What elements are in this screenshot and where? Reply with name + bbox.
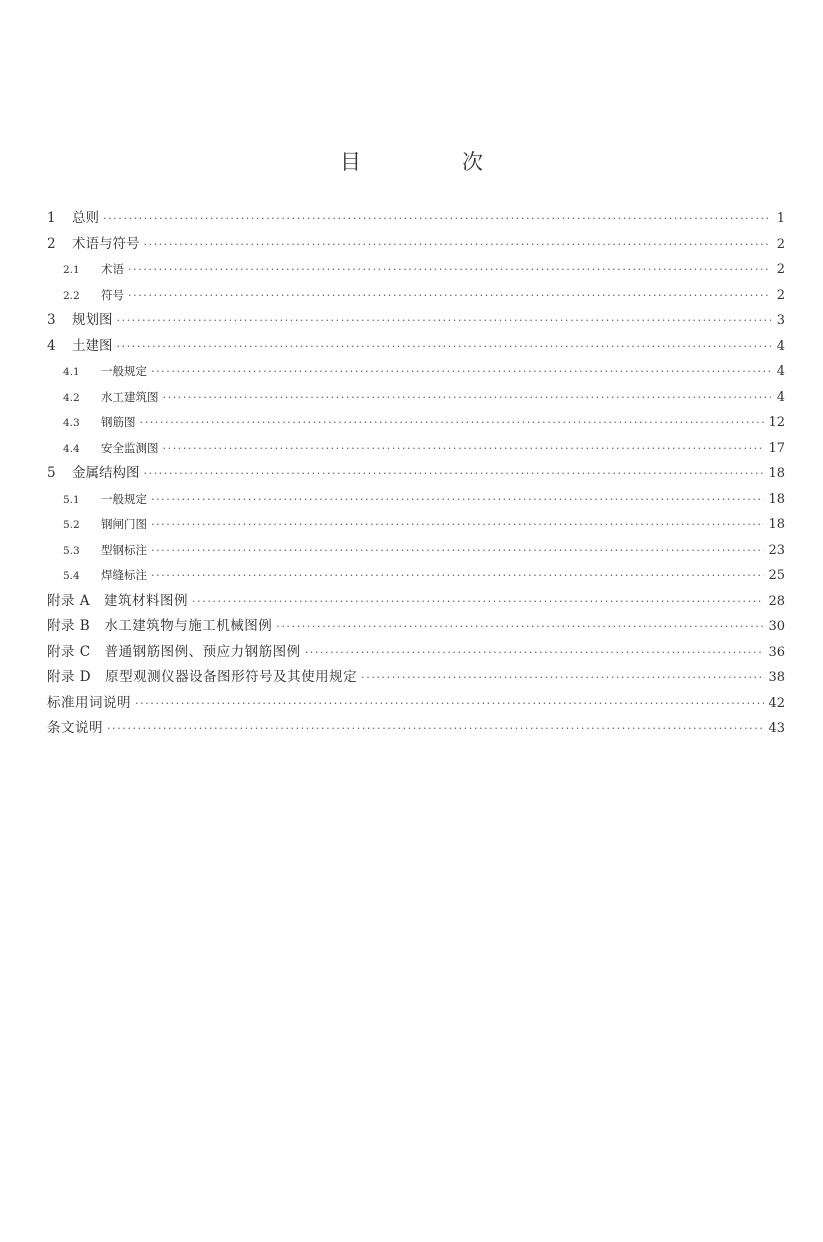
toc-entry-page: 1 bbox=[776, 211, 785, 226]
toc-entry-label: 一般规定 bbox=[101, 491, 147, 506]
toc-entry-page: 42 bbox=[768, 695, 785, 711]
toc-entry-number: 2.1 bbox=[63, 264, 80, 276]
toc-entry[interactable] bbox=[47, 512, 785, 538]
toc-leader-dots bbox=[140, 410, 765, 436]
toc-leader-dots bbox=[151, 359, 771, 385]
toc-leader-dots bbox=[128, 257, 771, 283]
toc-entry[interactable] bbox=[47, 589, 785, 615]
toc-entry-label: 金属结构图 bbox=[72, 465, 140, 481]
toc-entry-label: 土建图 bbox=[72, 337, 113, 354]
toc-entry-label: 焊缝标注 bbox=[101, 568, 147, 582]
toc-entry[interactable] bbox=[47, 614, 785, 640]
toc-entry-label: 附录 B 水工建筑物与施工机械图例 bbox=[47, 618, 273, 634]
toc-leader-dots bbox=[117, 334, 772, 360]
toc-entry-number: 5.4 bbox=[63, 570, 80, 582]
toc-leader-dots bbox=[151, 538, 764, 564]
toc-entry[interactable] bbox=[47, 538, 785, 564]
toc-leader-dots bbox=[305, 640, 765, 666]
toc-entry-page: 43 bbox=[768, 721, 785, 736]
toc-entry-number: 4.3 bbox=[63, 417, 80, 429]
toc-leader-dots bbox=[144, 461, 765, 487]
toc-entry-number: 1 bbox=[47, 210, 56, 226]
toc-entry-label: 总则 bbox=[72, 210, 99, 226]
toc-entry[interactable] bbox=[47, 716, 785, 742]
toc-entry-label: 钢筋图 bbox=[101, 415, 136, 429]
toc-entry-page: 36 bbox=[768, 644, 785, 660]
toc-leader-dots bbox=[192, 589, 764, 615]
toc-leader-dots bbox=[163, 436, 765, 462]
toc-entry-number: 4.4 bbox=[63, 442, 80, 455]
toc-entry-number: 4.1 bbox=[63, 366, 80, 378]
toc-entry-number: 4.2 bbox=[63, 391, 80, 404]
toc-entry-label: 条文说明 bbox=[47, 720, 103, 736]
toc-entry-page: 4 bbox=[776, 389, 785, 405]
toc-leader-dots bbox=[144, 232, 772, 258]
toc-entry[interactable] bbox=[47, 640, 785, 666]
toc-entry[interactable] bbox=[47, 487, 785, 513]
toc-entry-label: 符号 bbox=[101, 287, 124, 302]
toc-leader-dots bbox=[276, 614, 764, 640]
toc-entry-label: 安全监测图 bbox=[101, 440, 159, 455]
toc-entry-page: 17 bbox=[768, 440, 785, 456]
toc-leader-dots bbox=[107, 716, 764, 742]
toc-entry-label: 附录 D 原型观测仪器设备图形符号及其使用规定 bbox=[47, 669, 358, 685]
page-title: 目 次 bbox=[340, 150, 523, 174]
toc-entry[interactable] bbox=[47, 283, 785, 309]
toc-entry-page: 2 bbox=[776, 262, 785, 277]
toc-entry-page: 4 bbox=[776, 338, 785, 354]
toc-entry-page: 18 bbox=[768, 491, 785, 507]
toc-leader-dots bbox=[151, 512, 764, 538]
toc-entry-number: 2.2 bbox=[63, 289, 80, 302]
toc-entry-page: 18 bbox=[768, 466, 785, 481]
toc-entry[interactable] bbox=[47, 691, 785, 717]
toc-entry-page: 23 bbox=[768, 542, 785, 558]
toc-entry[interactable] bbox=[47, 665, 785, 691]
toc-entry-page: 30 bbox=[768, 619, 785, 634]
toc-entry-number: 5.1 bbox=[63, 493, 80, 506]
toc-entry-number: 3 bbox=[47, 312, 56, 328]
toc-entry[interactable] bbox=[47, 436, 785, 462]
toc-entry-label: 钢闸门图 bbox=[101, 517, 147, 531]
toc-entry-number: 5.2 bbox=[63, 519, 80, 531]
table-of-contents bbox=[47, 206, 785, 742]
toc-entry-label: 水工建筑图 bbox=[101, 389, 159, 404]
toc-entry-number: 5.3 bbox=[63, 544, 80, 557]
toc-entry-page: 38 bbox=[768, 670, 785, 685]
toc-entry-page: 4 bbox=[776, 364, 785, 379]
toc-leader-dots bbox=[151, 487, 764, 513]
toc-entry-page: 3 bbox=[776, 313, 785, 328]
toc-entry-label: 术语 bbox=[101, 262, 124, 276]
toc-entry-label: 规划图 bbox=[72, 312, 113, 328]
toc-entry-label: 附录 A 建筑材料图例 bbox=[47, 592, 189, 609]
toc-entry[interactable] bbox=[47, 461, 785, 487]
toc-entry-page: 18 bbox=[768, 517, 785, 532]
toc-leader-dots bbox=[103, 206, 771, 232]
toc-entry-label: 一般规定 bbox=[101, 364, 147, 378]
toc-entry[interactable] bbox=[47, 359, 785, 385]
toc-leader-dots bbox=[151, 563, 764, 589]
toc-entry[interactable] bbox=[47, 257, 785, 283]
toc-entry-page: 2 bbox=[776, 236, 785, 252]
toc-entry-page: 28 bbox=[768, 593, 785, 609]
toc-entry[interactable] bbox=[47, 385, 785, 411]
toc-leader-dots bbox=[361, 665, 764, 691]
toc-entry-number: 4 bbox=[47, 337, 56, 354]
toc-entry-page: 2 bbox=[776, 287, 785, 303]
toc-leader-dots bbox=[135, 691, 764, 717]
toc-entry-page: 12 bbox=[768, 415, 785, 430]
toc-leader-dots bbox=[128, 283, 771, 309]
toc-entry-number: 5 bbox=[47, 465, 56, 481]
toc-leader-dots bbox=[163, 385, 772, 411]
toc-entry[interactable] bbox=[47, 232, 785, 258]
toc-entry-label: 术语与符号 bbox=[72, 235, 140, 252]
toc-entry-page: 25 bbox=[768, 568, 785, 583]
toc-entry[interactable] bbox=[47, 410, 785, 436]
toc-entry[interactable] bbox=[47, 563, 785, 589]
toc-entry-label: 附录 C 普通钢筋图例、预应力钢筋图例 bbox=[47, 643, 301, 660]
toc-entry[interactable] bbox=[47, 308, 785, 334]
toc-entry-label: 型钢标注 bbox=[101, 542, 147, 557]
toc-leader-dots bbox=[117, 308, 772, 334]
toc-entry-number: 2 bbox=[47, 235, 56, 252]
toc-entry[interactable] bbox=[47, 206, 785, 232]
toc-entry-label: 标准用词说明 bbox=[47, 694, 131, 711]
toc-entry[interactable] bbox=[47, 334, 785, 360]
